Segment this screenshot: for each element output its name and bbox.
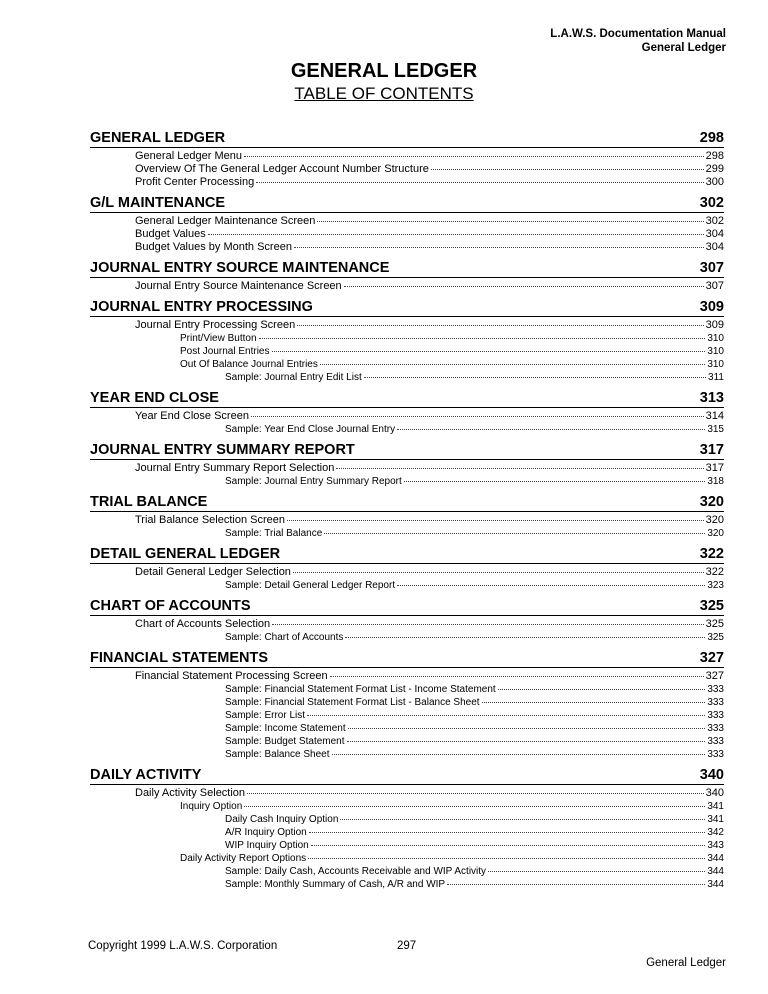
toc-entry-page: 300 [705, 176, 724, 188]
toc-entry-text: Sample: Income Statement [225, 723, 346, 734]
toc-entry[interactable] [135, 241, 724, 254]
toc-entry[interactable] [180, 345, 724, 358]
toc-entry-page: 307 [705, 280, 724, 292]
toc-section-heading[interactable] [90, 442, 724, 460]
toc-entry-text: Inquiry Option [180, 801, 243, 812]
toc-entry[interactable] [135, 410, 724, 423]
toc-entry[interactable] [225, 475, 724, 488]
dot-leader [244, 156, 704, 157]
dot-leader [498, 689, 706, 690]
toc-entry-text: Sample: Error List [225, 710, 306, 721]
dot-leader [324, 533, 705, 534]
toc-section [90, 598, 724, 644]
toc-entry-page: 304 [705, 241, 724, 253]
page-title: GENERAL LEDGER [290, 60, 478, 82]
dot-leader [272, 624, 704, 625]
dot-leader [364, 377, 706, 378]
toc-entry-page: 333 [707, 736, 724, 747]
toc-entry[interactable] [225, 826, 724, 839]
toc-entry-page: 315 [707, 424, 724, 435]
dot-leader [488, 871, 705, 872]
toc-entry[interactable] [225, 878, 724, 891]
toc-entry-text: WIP Inquiry Option [225, 840, 309, 851]
dot-leader [431, 169, 704, 170]
toc-entry-page: 333 [707, 684, 724, 695]
dot-leader [293, 572, 704, 573]
page-subtitle: TABLE OF CONTENTS [294, 84, 474, 103]
dot-leader [259, 338, 706, 339]
dot-leader [294, 247, 704, 248]
toc-section-page: 322 [699, 546, 724, 562]
footer-chapter: General Ledger [646, 957, 726, 969]
toc-entry[interactable] [225, 683, 724, 696]
toc-entry-text: Financial Statement Processing Screen [135, 670, 328, 682]
toc-entry-text: Journal Entry Summary Report Selection [135, 462, 335, 474]
dot-leader [447, 884, 705, 885]
toc-section-title: FINANCIAL STATEMENTS [90, 650, 269, 666]
toc-entry[interactable] [225, 735, 724, 748]
header-chapter: General Ledger [641, 42, 726, 54]
toc-entry-page: 309 [705, 319, 724, 331]
dot-leader [336, 468, 703, 469]
toc-section-page: 317 [699, 442, 724, 458]
toc-entry-page: 310 [707, 359, 724, 370]
toc-entry[interactable] [180, 852, 724, 865]
toc-entry-page: 304 [705, 228, 724, 240]
toc-section-heading[interactable] [90, 299, 724, 317]
toc-section-title: CHART OF ACCOUNTS [90, 598, 251, 614]
dot-leader [208, 234, 704, 235]
toc-entry-page: 343 [707, 840, 724, 851]
toc-section-page: 340 [699, 767, 724, 783]
toc-entry-text: Out Of Balance Journal Entries [180, 359, 318, 370]
toc-entry-page: 317 [705, 462, 724, 474]
toc-section-page: 307 [699, 260, 724, 276]
dot-leader [297, 325, 703, 326]
toc-section-heading[interactable] [90, 195, 724, 213]
toc-entry-text: Post Journal Entries [180, 346, 270, 357]
toc-entry-text: General Ledger Menu [135, 150, 243, 162]
toc-section-title: DAILY ACTIVITY [90, 767, 202, 783]
dot-leader [272, 351, 706, 352]
toc-entry[interactable] [180, 800, 724, 813]
toc-entry-page: 323 [707, 580, 724, 591]
toc-entry-text: Budget Values by Month Screen [135, 241, 292, 253]
toc-entry[interactable] [225, 423, 724, 436]
toc-entry-text: A/R Inquiry Option [225, 827, 307, 838]
toc-section [90, 442, 724, 488]
toc-entry[interactable] [135, 787, 724, 800]
toc-entry[interactable] [135, 215, 724, 228]
toc-entry[interactable] [225, 813, 724, 826]
dot-leader [397, 585, 705, 586]
toc-entry-text: Sample: Monthly Summary of Cash, A/R and WIP [225, 879, 446, 890]
toc-entry[interactable] [135, 280, 724, 293]
dot-leader [317, 221, 703, 222]
toc-entry-page: 322 [705, 566, 724, 578]
toc-entry-page: 344 [707, 866, 724, 877]
dot-leader [309, 832, 706, 833]
toc-entry-text: Print/View Button [180, 333, 257, 344]
toc-section-heading[interactable] [90, 130, 724, 148]
toc-section-heading[interactable] [90, 546, 724, 564]
toc-entry-text: Sample: Balance Sheet [225, 749, 330, 760]
toc-entry-page: 342 [707, 827, 724, 838]
toc-entry-page: 320 [705, 514, 724, 526]
toc-entry-page: 325 [707, 632, 724, 643]
toc-entry[interactable] [225, 579, 724, 592]
toc-section-heading[interactable] [90, 598, 724, 616]
toc-entry-text: Budget Values [135, 228, 206, 240]
toc-entry-text: Sample: Chart of Accounts [225, 632, 344, 643]
toc-entry[interactable] [225, 722, 724, 735]
toc-entry[interactable] [225, 839, 724, 852]
toc-entry-text: Sample: Journal Entry Summary Report [225, 476, 402, 487]
toc-entry[interactable] [180, 332, 724, 345]
toc-section [90, 130, 724, 189]
toc-section-title: YEAR END CLOSE [90, 390, 219, 406]
footer-copyright: Copyright 1999 L.A.W.S. Corporation [88, 940, 278, 952]
toc-entry[interactable] [225, 527, 724, 540]
dot-leader [348, 728, 706, 729]
dot-leader [347, 741, 706, 742]
toc-entry[interactable] [225, 371, 724, 384]
toc-entry-text: Sample: Trial Balance [225, 528, 323, 539]
toc-entry[interactable] [135, 163, 724, 176]
toc-section [90, 767, 724, 891]
toc-entry-page: 320 [707, 528, 724, 539]
toc-section-heading[interactable] [90, 767, 724, 785]
toc-entry-text: Daily Activity Report Options [180, 853, 307, 864]
toc-section-page: 327 [699, 650, 724, 666]
toc-section [90, 195, 724, 254]
toc-entry-page: 327 [705, 670, 724, 682]
dot-leader [307, 715, 705, 716]
toc-section [90, 299, 724, 384]
toc-section-title: TRIAL BALANCE [90, 494, 208, 510]
toc-section-heading[interactable] [90, 650, 724, 668]
toc-entry-text: Chart of Accounts Selection [135, 618, 271, 630]
toc-section-heading[interactable] [90, 260, 724, 278]
toc-entry[interactable] [135, 618, 724, 631]
toc-entry-text: Journal Entry Source Maintenance Screen [135, 280, 342, 292]
toc-entry-text: Sample: Detail General Ledger Report [225, 580, 396, 591]
toc-entry-page: 333 [707, 710, 724, 721]
toc-section-page: 298 [699, 130, 724, 146]
toc-entry-text: Sample: Journal Entry Edit List [225, 372, 362, 383]
toc-entry[interactable] [135, 228, 724, 241]
toc-section [90, 546, 724, 592]
dot-leader [330, 676, 704, 677]
toc-entry[interactable] [225, 696, 724, 709]
toc-section [90, 390, 724, 436]
toc-entry-page: 344 [707, 853, 724, 864]
toc-section-title: G/L MAINTENANCE [90, 195, 226, 211]
toc-entry-text: Journal Entry Processing Screen [135, 319, 296, 331]
toc-entry-text: Profit Center Processing [135, 176, 255, 188]
toc-entry-page: 344 [707, 879, 724, 890]
toc-entry-page: 310 [707, 346, 724, 357]
toc-section-page: 302 [699, 195, 724, 211]
toc-entry-text: General Ledger Maintenance Screen [135, 215, 316, 227]
dot-leader [251, 416, 704, 417]
toc-entry[interactable] [135, 462, 724, 475]
dot-leader [332, 754, 706, 755]
table-of-contents [90, 130, 724, 897]
toc-entry-text: Trial Balance Selection Screen [135, 514, 286, 526]
toc-section-page: 313 [699, 390, 724, 406]
toc-section-page: 325 [699, 598, 724, 614]
dot-leader [345, 637, 705, 638]
toc-entry-page: 299 [705, 163, 724, 175]
toc-section-page: 309 [699, 299, 724, 315]
toc-section-heading[interactable] [90, 494, 724, 512]
toc-entry-text: Sample: Budget Statement [225, 736, 345, 747]
toc-entry-page: 333 [707, 723, 724, 734]
header-manual-title: L.A.W.S. Documentation Manual [550, 28, 726, 40]
toc-entry[interactable] [180, 358, 724, 371]
toc-entry-page: 310 [707, 333, 724, 344]
toc-entry-page: 298 [705, 150, 724, 162]
toc-entry-page: 341 [707, 814, 724, 825]
dot-leader [247, 793, 704, 794]
toc-entry[interactable] [135, 150, 724, 163]
toc-entry[interactable] [135, 176, 724, 189]
toc-entry-text: Sample: Year End Close Journal Entry [225, 424, 396, 435]
toc-entry-page: 314 [705, 410, 724, 422]
toc-entry-page: 333 [707, 697, 724, 708]
toc-entry[interactable] [225, 865, 724, 878]
dot-leader [256, 182, 703, 183]
dot-leader [311, 845, 706, 846]
toc-entry-text: Daily Activity Selection [135, 787, 246, 799]
toc-section-page: 320 [699, 494, 724, 510]
toc-section [90, 650, 724, 761]
toc-entry-page: 341 [707, 801, 724, 812]
toc-section-title: DETAIL GENERAL LEDGER [90, 546, 281, 562]
toc-section-heading[interactable] [90, 390, 724, 408]
dot-leader [320, 364, 705, 365]
toc-section [90, 260, 724, 293]
dot-leader [287, 520, 704, 521]
dot-leader [340, 819, 705, 820]
footer-page-number: 297 [397, 940, 417, 952]
toc-entry-page: 325 [705, 618, 724, 630]
toc-entry[interactable] [225, 709, 724, 722]
dot-leader [397, 429, 705, 430]
toc-entry-page: 333 [707, 749, 724, 760]
toc-entry-text: Year End Close Screen [135, 410, 249, 422]
toc-entry[interactable] [225, 748, 724, 761]
dot-leader [482, 702, 706, 703]
toc-entry-page: 311 [708, 372, 724, 383]
toc-entry-page: 340 [705, 787, 724, 799]
toc-entry-text: Detail General Ledger Selection [135, 566, 291, 578]
dot-leader [308, 858, 705, 859]
toc-section [90, 494, 724, 540]
toc-entry-page: 302 [705, 215, 724, 227]
toc-entry[interactable] [135, 566, 724, 579]
toc-entry[interactable] [135, 319, 724, 332]
toc-entry-text: Sample: Financial Statement Format List - Income Statement [225, 684, 496, 695]
toc-entry[interactable] [135, 670, 724, 683]
toc-entry-page: 318 [707, 476, 724, 487]
toc-section-title: JOURNAL ENTRY SOURCE MAINTENANCE [90, 260, 390, 276]
dot-leader [344, 286, 704, 287]
toc-entry[interactable] [135, 514, 724, 527]
toc-entry-text: Sample: Financial Statement Format List - Balance Sheet [225, 697, 480, 708]
toc-entry-text: Daily Cash Inquiry Option [225, 814, 339, 825]
toc-entry-text: Sample: Daily Cash, Accounts Receivable and WIP Activity [225, 866, 487, 877]
dot-leader [244, 806, 705, 807]
toc-entry-text: Overview Of The General Ledger Account Number Structure [135, 163, 429, 175]
toc-section-title: JOURNAL ENTRY SUMMARY REPORT [90, 442, 355, 458]
toc-section-title: JOURNAL ENTRY PROCESSING [90, 299, 313, 315]
toc-section-title: GENERAL LEDGER [90, 130, 226, 146]
dot-leader [404, 481, 706, 482]
running-header [550, 27, 726, 55]
toc-entry[interactable] [225, 631, 724, 644]
